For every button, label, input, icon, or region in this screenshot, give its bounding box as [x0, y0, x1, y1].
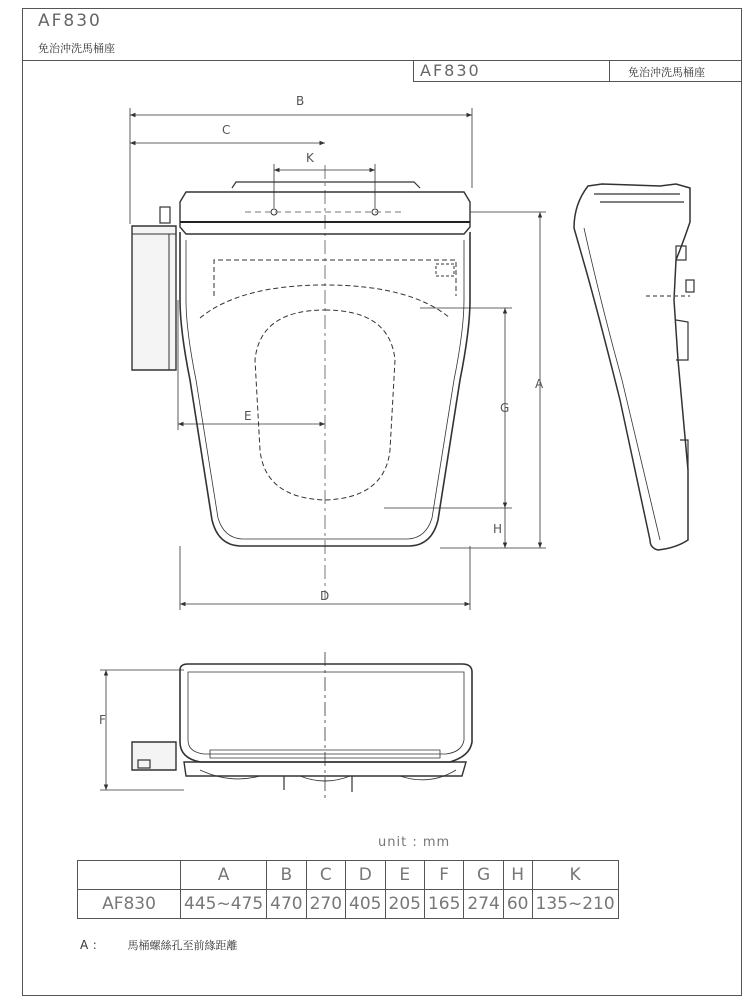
table-cell: 135~210: [532, 890, 618, 919]
header-cell: D: [346, 861, 385, 890]
table-cell: AF830: [78, 890, 181, 919]
dim-label-e: E: [244, 409, 252, 423]
title-block-model: AF830: [420, 61, 481, 80]
side-profile: [574, 184, 690, 550]
header-cell: F: [424, 861, 463, 890]
front-view: [132, 652, 472, 800]
dim-label-g: G: [500, 401, 510, 415]
table-cell: 60: [503, 890, 532, 919]
spec-table-header-row: [78, 861, 619, 890]
header-subtitle: 免治沖洗馬桶座: [38, 42, 115, 55]
dim-label-b: B: [296, 94, 305, 108]
header-cell: B: [267, 861, 306, 890]
table-cell: 470: [267, 890, 306, 919]
panel-knob: [160, 207, 170, 223]
dim-label-a: A: [535, 377, 544, 391]
footnote: [80, 936, 238, 953]
table-cell: 165: [424, 890, 463, 919]
dim-label-f: F: [99, 713, 106, 727]
header-cell: [78, 861, 181, 890]
front-control-panel: [132, 742, 176, 770]
header-model: AF830: [38, 11, 102, 31]
dim-label-c: C: [222, 123, 231, 137]
table-cell: 445~475: [181, 890, 267, 919]
header-cell: A: [181, 861, 267, 890]
spec-table: [77, 860, 619, 919]
front-view-dimensions: [100, 670, 184, 790]
dim-label-k: K: [306, 151, 314, 165]
header-cell: E: [385, 861, 424, 890]
front-outline: [180, 664, 472, 762]
title-block-name: 免治沖洗馬桶座: [628, 66, 705, 79]
unit-label: unit : mm: [378, 835, 451, 850]
header-cell: G: [464, 861, 503, 890]
header-cell: C: [306, 861, 345, 890]
dim-label-h: H: [493, 522, 503, 536]
table-cell: 274: [464, 890, 503, 919]
side-view: [574, 184, 694, 550]
table-cell: 405: [346, 890, 385, 919]
header-cell: K: [532, 861, 618, 890]
top-view: [132, 165, 470, 600]
dim-label-d: D: [320, 589, 330, 603]
table-cell: 205: [385, 890, 424, 919]
footnote-key: A ：: [80, 938, 105, 952]
header-cell: H: [503, 861, 532, 890]
spec-table-row: [78, 890, 619, 919]
footnote-text: 馬桶螺絲孔至前緣距離: [127, 939, 238, 952]
table-cell: 270: [306, 890, 345, 919]
